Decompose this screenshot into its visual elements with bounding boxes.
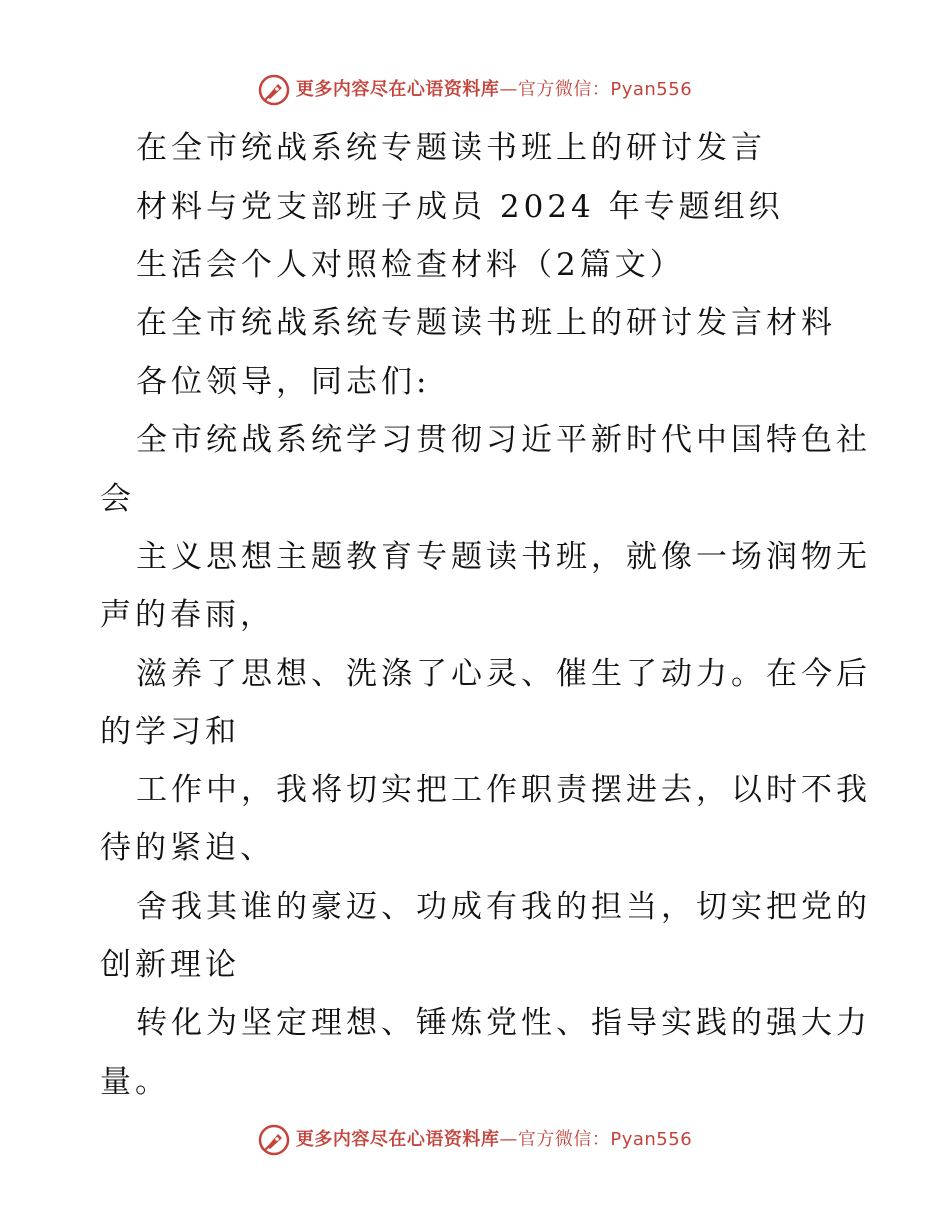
watermark-dash: — [499, 1129, 518, 1150]
body-line: 舍我其谁的豪迈、功成有我的担当，切实把党的 [136, 889, 871, 925]
watermark-text [296, 74, 692, 106]
body-line: 主义思想主题教育专题读书班，就像一场润物无 [136, 539, 871, 575]
header-watermark [0, 70, 950, 110]
body-line: 滋养了思想、洗涤了心灵、催生了动力。在今后 [136, 656, 871, 692]
watermark-main: 更多内容尽在心语资料库 [295, 1129, 500, 1150]
title-line: 材料与党支部班子成员 2024 年专题组织 [136, 189, 784, 225]
body-line: 工作中，我将切实把工作职责摆进去，以时不我 [136, 772, 871, 808]
subtitle: 在全市统战系统专题读书班上的研讨发言材料 [136, 305, 836, 341]
watermark-sub: 官方微信： [517, 79, 611, 100]
body-line: 全市统战系统学习贯彻习近平新时代中国特色社 [136, 422, 871, 458]
body-line: 会 [100, 481, 135, 517]
footer-watermark [0, 1120, 950, 1160]
salutation: 各位领导，同志们: [136, 364, 431, 400]
pen-nib-logo-icon [258, 74, 290, 106]
title-line: 生活会个人对照检查材料（2篇文） [136, 247, 685, 283]
watermark-text [296, 1124, 692, 1156]
body-line: 创新理论 [100, 947, 240, 983]
watermark-main: 更多内容尽在心语资料库 [295, 79, 500, 100]
watermark-dash: — [499, 79, 518, 100]
watermark-sub: 官方微信： [517, 1129, 611, 1150]
body-line: 声的春雨， [100, 597, 275, 633]
body-line: 量。 [100, 1064, 170, 1100]
watermark-id: Pyan556 [610, 1129, 693, 1150]
body-line: 转化为坚定理想、锤炼党性、指导实践的强大力 [136, 1005, 871, 1041]
body-line: 待的紧迫、 [100, 830, 275, 866]
body-line: 的学习和 [100, 714, 240, 750]
pen-nib-logo-icon [258, 1124, 290, 1156]
title-line: 在全市统战系统专题读书班上的研讨发言 [136, 130, 766, 166]
watermark-id: Pyan556 [610, 79, 693, 100]
